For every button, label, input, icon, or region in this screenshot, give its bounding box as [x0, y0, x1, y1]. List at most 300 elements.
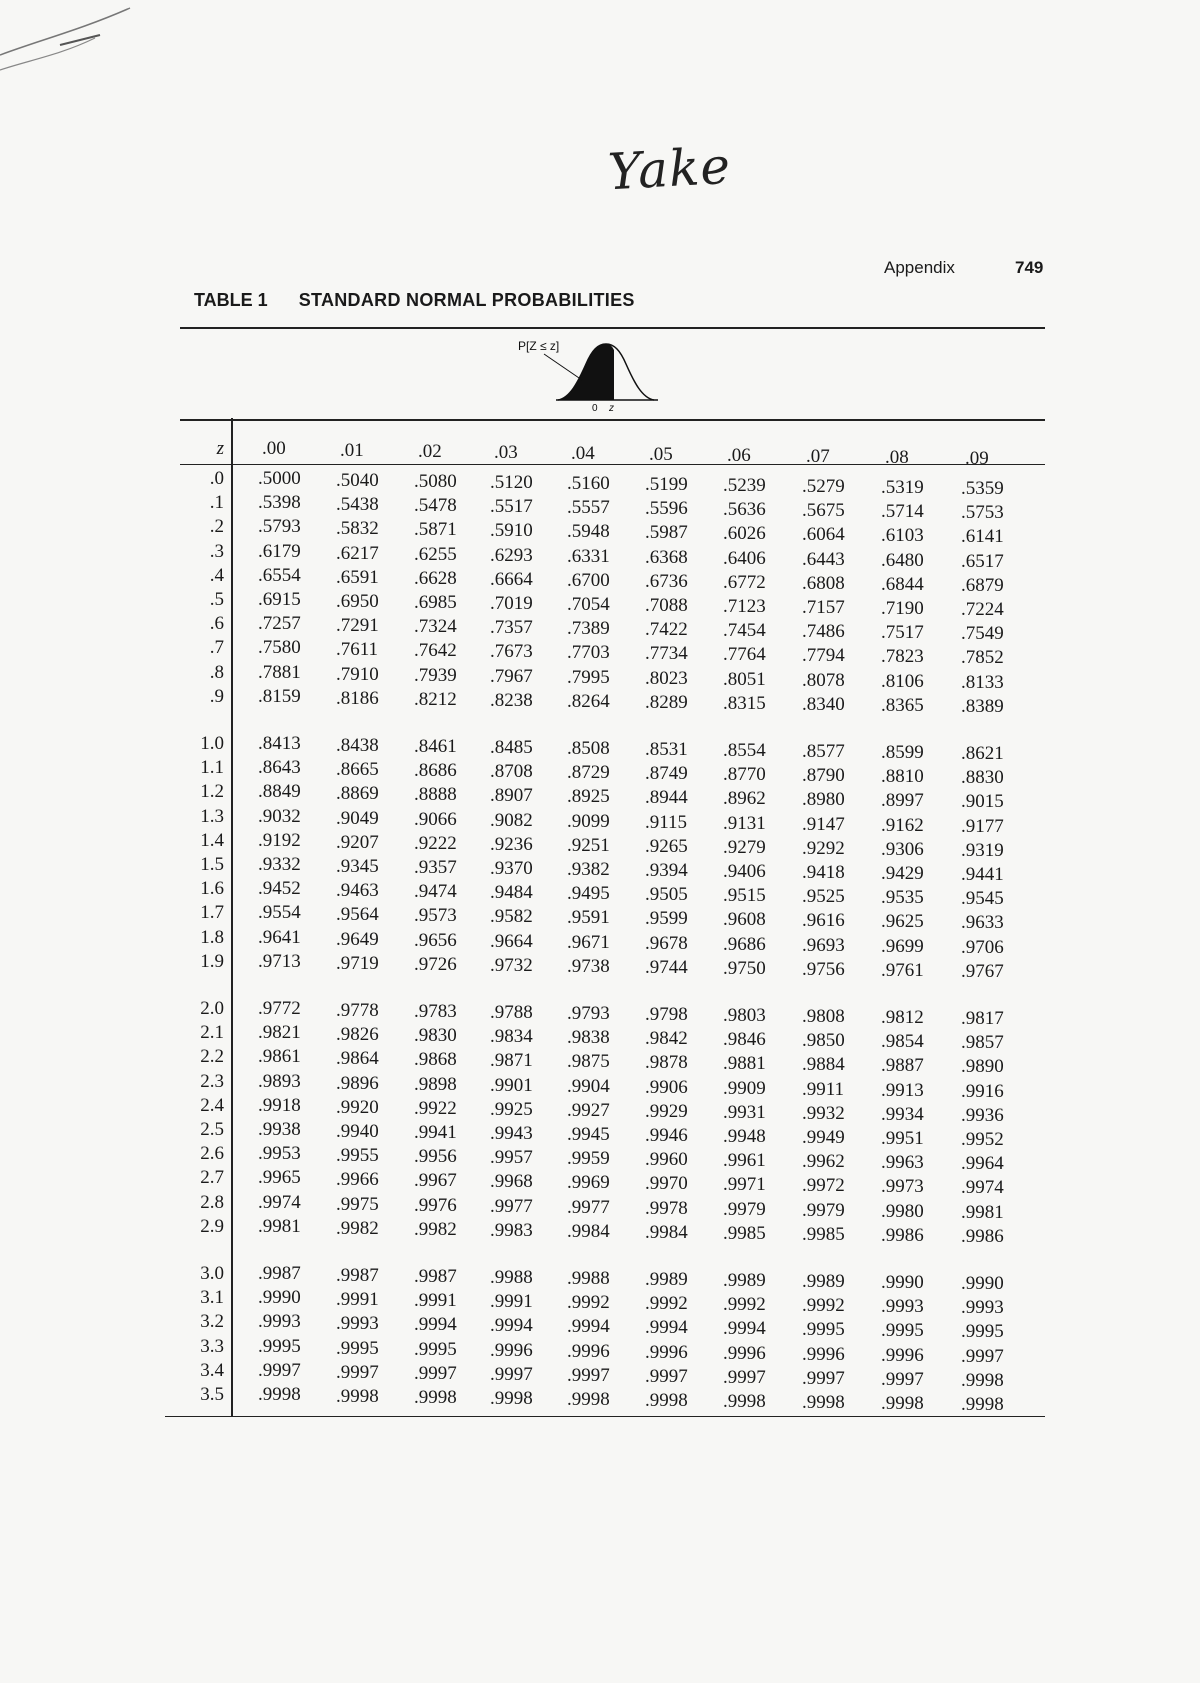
probability-cell: .9992	[723, 1294, 766, 1316]
probability-cell: .9192	[258, 829, 301, 851]
probability-cell: .9991	[336, 1289, 379, 1311]
probability-cell: .7157	[802, 597, 845, 618]
probability-cell: .9319	[961, 839, 1004, 861]
probability-cell: .9995	[802, 1319, 845, 1341]
probability-cell: .8461	[414, 736, 457, 757]
probability-cell: .7324	[414, 616, 457, 638]
probability-cell: .5636	[723, 499, 766, 521]
probability-cell: .9032	[258, 805, 301, 827]
probability-cell: .5517	[490, 496, 533, 518]
probability-cell: .9664	[490, 930, 533, 952]
z-value: 2.2	[200, 1046, 224, 1068]
probability-cell: .9952	[961, 1129, 1004, 1150]
probability-cell: .9441	[961, 864, 1004, 885]
probability-cell: .9996	[490, 1339, 533, 1361]
probability-cell: .9961	[723, 1150, 766, 1172]
probability-cell: .9893	[258, 1070, 301, 1092]
probability-cell: .9994	[414, 1314, 457, 1336]
probability-cell: .9940	[336, 1121, 379, 1142]
column-header: .06	[727, 445, 751, 466]
probability-cell: .9554	[258, 902, 301, 924]
probability-cell: .8340	[802, 693, 845, 715]
z-value: 2.0	[200, 998, 224, 1019]
probability-cell: .9941	[414, 1122, 457, 1143]
table-name: STANDARD NORMAL PROBABILITIES	[298, 290, 635, 310]
probability-cell: .9719	[336, 952, 379, 974]
probability-cell: .8389	[961, 695, 1004, 717]
header-bottom-rule	[180, 464, 1045, 465]
probability-cell: .9846	[723, 1029, 766, 1051]
probability-cell: .9884	[802, 1054, 845, 1076]
probability-cell: .9608	[723, 909, 766, 931]
probability-cell: .9997	[490, 1363, 533, 1385]
probability-cell: .5160	[567, 473, 610, 494]
probability-cell: .9049	[336, 807, 379, 829]
probability-cell: .9973	[881, 1176, 924, 1198]
probability-cell: .6217	[336, 542, 379, 564]
probability-cell: .9998	[961, 1394, 1004, 1415]
probability-cell: .9957	[490, 1147, 533, 1169]
probability-cell: .9525	[802, 886, 845, 908]
probability-cell: .9975	[336, 1193, 379, 1215]
probability-cell: .9406	[723, 861, 766, 882]
z-value: 2.5	[200, 1119, 224, 1140]
probability-cell: .8790	[802, 765, 845, 787]
probability-cell: .9971	[723, 1174, 766, 1196]
label-leader	[544, 354, 582, 380]
probability-cell: .9772	[258, 998, 301, 1019]
probability-cell: .9987	[258, 1263, 301, 1284]
probability-cell: .7054	[567, 594, 610, 615]
probability-cell: .9979	[723, 1198, 766, 1220]
probability-cell: .6985	[414, 592, 457, 613]
z-value: 1.0	[200, 733, 224, 754]
probability-cell: .9649	[336, 928, 379, 950]
probability-cell: .9989	[645, 1269, 688, 1290]
probability-cell: .6844	[881, 573, 924, 595]
probability-cell: .8708	[490, 761, 533, 783]
probability-cell: .9671	[567, 931, 610, 953]
probability-cell: .9713	[258, 950, 301, 972]
z-value: 3.1	[200, 1287, 224, 1309]
probability-cell: .6664	[490, 568, 533, 590]
probability-cell: .9977	[567, 1196, 610, 1218]
z-value: 3.2	[200, 1311, 224, 1333]
probability-cell: .9854	[881, 1031, 924, 1053]
probability-cell: .9986	[881, 1224, 924, 1246]
probability-cell: .9732	[490, 954, 533, 976]
probability-cell: .8078	[802, 669, 845, 691]
probability-cell: .9976	[414, 1194, 457, 1216]
probability-cell: .9925	[490, 1098, 533, 1120]
probability-cell: .8531	[645, 739, 688, 760]
probability-cell: .9798	[645, 1004, 688, 1025]
probability-cell: .6026	[723, 523, 766, 545]
probability-cell: .9744	[645, 956, 688, 978]
probability-cell: .9967	[414, 1170, 457, 1192]
probability-cell: .8729	[567, 762, 610, 784]
probability-cell: .9995	[414, 1338, 457, 1360]
probability-cell: .9994	[567, 1316, 610, 1338]
probability-cell: .7580	[258, 637, 301, 659]
probability-cell: .9868	[414, 1049, 457, 1071]
bottom-rule	[165, 1416, 1045, 1417]
probability-cell: .6554	[258, 564, 301, 586]
probability-cell: .9995	[336, 1337, 379, 1359]
probability-cell: .8315	[723, 692, 766, 714]
probability-cell: .9994	[645, 1317, 688, 1339]
probability-cell: .9871	[490, 1050, 533, 1072]
probability-cell: .9995	[961, 1321, 1004, 1343]
probability-cell: .9357	[414, 857, 457, 878]
probability-cell: .9982	[414, 1218, 457, 1240]
probability-cell: .7123	[723, 596, 766, 617]
probability-cell: .9993	[258, 1311, 301, 1333]
probability-cell: .9881	[723, 1053, 766, 1075]
probability-cell: .5279	[802, 476, 845, 497]
probability-cell: .9936	[961, 1104, 1004, 1126]
probability-cell: .9474	[414, 881, 457, 903]
probability-cell: .7517	[881, 622, 924, 644]
probability-cell: .9251	[567, 834, 610, 856]
probability-cell: .9916	[961, 1080, 1004, 1102]
probability-cell: .9990	[258, 1287, 301, 1309]
probability-cell: .5398	[258, 492, 301, 514]
probability-cell: .6950	[336, 591, 379, 612]
probability-cell: .9981	[258, 1215, 301, 1237]
probability-cell: .7486	[802, 621, 845, 643]
probability-cell: .9573	[414, 905, 457, 927]
probability-cell: .9099	[567, 810, 610, 832]
probability-cell: .9991	[414, 1290, 457, 1312]
probability-cell: .8686	[414, 760, 457, 782]
probability-cell: .9429	[881, 863, 924, 884]
probability-cell: .9292	[802, 837, 845, 859]
probability-cell: .9994	[723, 1318, 766, 1340]
probability-cell: .9495	[567, 883, 610, 905]
probability-cell: .7257	[258, 613, 301, 635]
probability-cell: .9927	[567, 1099, 610, 1121]
z-value: 3.3	[200, 1335, 224, 1357]
probability-cell: .9998	[802, 1392, 845, 1413]
probability-cell: .8665	[336, 759, 379, 781]
probability-cell: .9996	[645, 1341, 688, 1363]
probability-cell: .9920	[336, 1096, 379, 1118]
probability-cell: .9997	[258, 1359, 301, 1381]
probability-cell: .8365	[881, 694, 924, 716]
probability-cell: .7881	[258, 661, 301, 683]
probability-cell: .9985	[723, 1222, 766, 1244]
probability-cell: .9992	[802, 1295, 845, 1317]
table-title	[194, 290, 635, 311]
probability-cell: .8599	[881, 742, 924, 763]
probability-cell: .9452	[258, 878, 301, 900]
probability-cell: .6141	[961, 526, 1004, 548]
probability-cell: .6179	[258, 540, 301, 562]
probability-cell: .9981	[961, 1201, 1004, 1223]
probability-cell: .9956	[414, 1146, 457, 1168]
probability-cell: .9656	[414, 929, 457, 951]
z-value: 2.8	[200, 1191, 224, 1213]
column-header: .09	[965, 448, 989, 469]
probability-cell: .5987	[645, 522, 688, 544]
probability-cell: .5319	[881, 477, 924, 498]
probability-cell: .9946	[645, 1125, 688, 1146]
probability-cell: .7794	[802, 645, 845, 667]
probability-cell: .9949	[802, 1127, 845, 1148]
top-rule	[180, 327, 1045, 329]
probability-cell: .9996	[881, 1344, 924, 1366]
probability-cell: .5438	[336, 494, 379, 516]
probability-cell: .6443	[802, 548, 845, 570]
z-value: .0	[209, 468, 224, 489]
probability-cell: .5832	[336, 518, 379, 540]
column-header: .01	[340, 440, 364, 461]
probability-cell: .9394	[645, 860, 688, 881]
probability-cell: .9761	[881, 959, 924, 981]
probability-cell: .6628	[414, 567, 457, 589]
header-top-rule	[180, 419, 1045, 421]
probability-cell: .9875	[567, 1051, 610, 1073]
probability-cell: .9793	[567, 1003, 610, 1024]
probability-cell: .9750	[723, 957, 766, 979]
probability-cell: .9934	[881, 1103, 924, 1125]
probability-cell: .6591	[336, 566, 379, 588]
probability-cell: .7357	[490, 617, 533, 639]
column-header: .02	[418, 441, 442, 462]
probability-cell: .9913	[881, 1079, 924, 1101]
probability-cell: .6368	[645, 546, 688, 568]
probability-cell: .7910	[336, 663, 379, 685]
probability-cell: .9970	[645, 1173, 688, 1195]
probability-cell: .7852	[961, 647, 1004, 669]
probability-cell: .9678	[645, 932, 688, 954]
probability-cell: .8212	[414, 688, 457, 710]
z-column-divider	[231, 418, 233, 1416]
probability-cell: .9463	[336, 880, 379, 902]
z-value: 1.3	[200, 805, 224, 827]
probability-cell: .7703	[567, 642, 610, 664]
probability-cell: .8485	[490, 737, 533, 758]
probability-cell: .9998	[723, 1391, 766, 1412]
probability-cell: .9997	[881, 1368, 924, 1390]
probability-cell: .6915	[258, 589, 301, 610]
probability-cell: .9861	[258, 1046, 301, 1068]
probability-cell: .9929	[645, 1100, 688, 1122]
probability-cell: .7995	[567, 666, 610, 688]
table-number: TABLE 1	[194, 290, 268, 310]
z-value: 1.5	[200, 854, 224, 875]
probability-cell: .8106	[881, 670, 924, 692]
probability-cell: .9817	[961, 1008, 1004, 1029]
probability-cell: .9222	[414, 832, 457, 854]
probability-cell: .9974	[961, 1177, 1004, 1199]
z-value: 2.3	[200, 1070, 224, 1092]
z-value: 1.2	[200, 781, 224, 803]
probability-cell: .9984	[567, 1220, 610, 1242]
probability-cell: .9966	[336, 1169, 379, 1191]
z-value: .7	[209, 637, 224, 659]
probability-cell: .8554	[723, 740, 766, 761]
probability-cell: .6103	[881, 525, 924, 547]
column-header: .07	[806, 446, 830, 467]
probability-cell: .7642	[414, 640, 457, 662]
probability-cell: .9147	[802, 813, 845, 835]
probability-cell: .5871	[414, 519, 457, 541]
probability-cell: .8413	[258, 733, 301, 754]
probability-cell: .9693	[802, 934, 845, 956]
probability-cell: .9996	[802, 1343, 845, 1365]
z-value: 3.5	[200, 1384, 224, 1405]
z-value: 3.0	[200, 1263, 224, 1284]
probability-cell: .7422	[645, 619, 688, 641]
probability-cell: .9988	[490, 1267, 533, 1288]
page-number: 749	[1015, 258, 1044, 277]
probability-cell: .9236	[490, 833, 533, 855]
z-value: 2.4	[200, 1094, 224, 1116]
probability-cell: .8888	[414, 784, 457, 806]
probability-cell: .5596	[645, 498, 688, 520]
z-value: 1.4	[200, 829, 224, 851]
z-value: .6	[209, 613, 224, 635]
z-value: .1	[209, 492, 224, 514]
probability-cell: .8749	[645, 763, 688, 785]
probability-cell: .8849	[258, 781, 301, 803]
probability-cell: .9382	[567, 859, 610, 880]
probability-cell: .9821	[258, 1022, 301, 1044]
probability-cell: .9906	[645, 1076, 688, 1098]
probability-cell: .6293	[490, 544, 533, 566]
column-header: .04	[571, 443, 595, 464]
probability-cell: .9812	[881, 1007, 924, 1028]
probability-cell: .9996	[723, 1342, 766, 1364]
probability-cell: .7823	[881, 646, 924, 668]
probability-cell: .6517	[961, 550, 1004, 572]
probability-cell: .8051	[723, 668, 766, 690]
probability-cell: .9998	[336, 1386, 379, 1407]
probability-cell: .9998	[645, 1390, 688, 1411]
probability-cell: .9972	[802, 1175, 845, 1197]
probability-cell: .9887	[881, 1055, 924, 1077]
probability-cell: .5793	[258, 516, 301, 538]
probability-cell: .6808	[802, 572, 845, 594]
probability-cell: .8577	[802, 741, 845, 762]
probability-cell: .5714	[881, 501, 924, 523]
probability-cell: .9987	[336, 1265, 379, 1286]
probability-cell: .9808	[802, 1006, 845, 1027]
running-head-label: Appendix	[884, 258, 955, 277]
probability-cell: .5120	[490, 472, 533, 493]
probability-cell: .9983	[490, 1219, 533, 1241]
probability-cell: .9994	[490, 1315, 533, 1337]
probability-cell: .6736	[645, 570, 688, 592]
probability-cell: .9986	[961, 1225, 1004, 1247]
probability-cell: .9991	[490, 1291, 533, 1313]
probability-cell: .9988	[567, 1268, 610, 1289]
probability-cell: .9345	[336, 856, 379, 877]
probability-cell: .9591	[567, 907, 610, 929]
probability-cell: .9997	[802, 1367, 845, 1389]
probability-cell: .9980	[881, 1200, 924, 1222]
probability-cell: .9898	[414, 1073, 457, 1095]
probability-cell: .9625	[881, 911, 924, 933]
probability-cell: .9955	[336, 1145, 379, 1167]
probability-cell: .9998	[258, 1384, 301, 1405]
probability-cell: .7673	[490, 641, 533, 663]
probability-cell: .7549	[961, 623, 1004, 645]
probability-cell: .6064	[802, 524, 845, 546]
probability-cell: .9706	[961, 936, 1004, 958]
probability-cell: .7939	[414, 664, 457, 686]
probability-cell: .5478	[414, 495, 457, 517]
normal-curve-figure	[510, 332, 710, 412]
probability-cell: .9545	[961, 888, 1004, 910]
z-value: 1.6	[200, 878, 224, 900]
probability-cell: .8159	[258, 685, 301, 707]
probability-cell: .9985	[802, 1223, 845, 1245]
probability-cell: .9778	[336, 1000, 379, 1021]
z-value: 2.1	[200, 1022, 224, 1044]
probability-cell: .8289	[645, 691, 688, 713]
probability-cell: .9996	[567, 1340, 610, 1362]
probability-cell: .9968	[490, 1171, 533, 1193]
probability-cell: .6480	[881, 549, 924, 571]
z-value: .3	[209, 540, 224, 562]
probability-cell: .9878	[645, 1052, 688, 1074]
probability-cell: .8869	[336, 783, 379, 805]
probability-cell: .9505	[645, 884, 688, 906]
z-value: 3.4	[200, 1359, 224, 1381]
z-value: 1.7	[200, 902, 224, 924]
probability-cell: .9931	[723, 1101, 766, 1123]
z-value: 2.7	[200, 1167, 224, 1189]
z-value: 1.8	[200, 926, 224, 948]
probability-cell: .9686	[723, 933, 766, 955]
probability-cell: .9207	[336, 831, 379, 853]
probability-cell: .9993	[881, 1296, 924, 1318]
probability-cell: .5675	[802, 500, 845, 522]
probability-cell: .5359	[961, 478, 1004, 499]
probability-cell: .9803	[723, 1005, 766, 1026]
probability-cell: .7764	[723, 644, 766, 666]
probability-cell: .9738	[567, 955, 610, 977]
probability-cell: .8264	[567, 690, 610, 712]
probability-cell: .9998	[567, 1389, 610, 1410]
probability-cell: .9279	[723, 836, 766, 858]
probability-cell: .9964	[961, 1153, 1004, 1175]
z-column-header: z	[216, 438, 224, 459]
corner-scribble	[0, 0, 200, 120]
probability-cell: .9978	[645, 1197, 688, 1219]
probability-cell: .9826	[336, 1024, 379, 1046]
probability-cell: .9788	[490, 1002, 533, 1023]
probability-cell: .9066	[414, 808, 457, 830]
probability-cell: .9515	[723, 885, 766, 907]
probability-cell: .9953	[258, 1143, 301, 1165]
probability-cell: .9998	[414, 1387, 457, 1408]
z-value: .4	[209, 564, 224, 586]
probability-cell: .5557	[567, 497, 610, 519]
z-value: 2.9	[200, 1215, 224, 1237]
probability-cell: .9943	[490, 1123, 533, 1144]
probability-cell: .9998	[961, 1369, 1004, 1391]
probability-cell: .9965	[258, 1167, 301, 1189]
probability-cell: .8133	[961, 671, 1004, 693]
probability-cell: .9616	[802, 910, 845, 932]
z-value: 2.6	[200, 1143, 224, 1165]
probability-cell: .9982	[336, 1217, 379, 1239]
probability-cell: .9864	[336, 1048, 379, 1070]
